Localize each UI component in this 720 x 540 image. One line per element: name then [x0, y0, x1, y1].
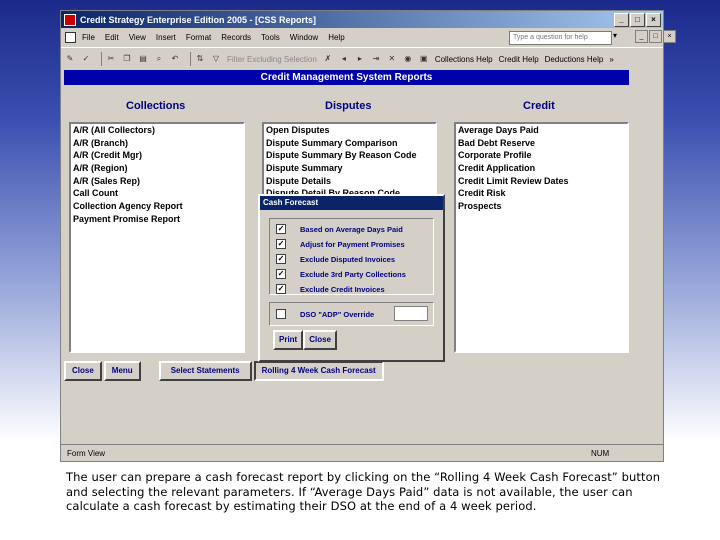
disputes-heading: Disputes [325, 100, 372, 112]
status-bar [61, 444, 663, 462]
menu-file[interactable]: File [82, 33, 95, 42]
option-payment-promises[interactable] [276, 239, 405, 249]
list-item[interactable]: A/R (Region) [73, 163, 128, 174]
maximize-button[interactable]: □ [630, 13, 645, 27]
checkbox[interactable]: ✓ [277, 254, 285, 263]
paste-icon[interactable]: ▤ [139, 54, 147, 63]
close-button[interactable]: Close [64, 361, 102, 381]
list-item[interactable]: Open Disputes [266, 125, 330, 135]
doc-close-button[interactable]: × [663, 30, 676, 43]
last-record-icon[interactable]: ⇥ [372, 54, 380, 63]
option-disputed-invoices[interactable] [276, 254, 395, 264]
database-icon[interactable]: ◉ [404, 54, 412, 63]
caption-text: The user can prepare a cash forecast report by clicking on the “Rolling 4 Week Cash Forecast” button and selecting the relevant parameters. If “Average Days Paid” data is not available, the user can calculate a cash forecast by estimating their DSO at the end of a 4 week period. [66, 470, 661, 513]
checkbox[interactable]: ✓ [277, 224, 285, 233]
collections-list[interactable] [69, 122, 245, 353]
document-icon[interactable] [65, 32, 76, 43]
menu-records[interactable]: Records [221, 33, 252, 42]
dso-override-group [269, 302, 434, 326]
option-dso-override[interactable] [276, 309, 374, 319]
checkbox[interactable]: ✓ [277, 284, 285, 293]
menu-button[interactable]: Menu [104, 361, 141, 381]
option-3rd-party-collections[interactable] [276, 269, 406, 279]
dso-value-input[interactable] [394, 306, 428, 321]
app-icon [64, 14, 76, 26]
list-item[interactable]: Credit Limit Review Dates [458, 175, 569, 186]
title-bar [61, 11, 663, 28]
collections-heading: Collections [126, 100, 186, 112]
credit-heading: Credit [523, 100, 555, 112]
checkbox[interactable]: ✓ [277, 239, 285, 248]
option-label: Adjust for Payment Promises [300, 239, 405, 249]
window-title: Credit Strategy Enterprise Edition 2005 - [CSS Reports] [80, 14, 317, 25]
option-label: Based on Average Days Paid [300, 224, 403, 234]
status-view-mode: Form View [67, 449, 106, 458]
spelling-icon[interactable]: ✓ [82, 54, 90, 63]
delete-record-icon[interactable]: ✕ [388, 54, 396, 63]
menu-window[interactable]: Window [289, 33, 319, 42]
dialog-buttons [273, 330, 337, 350]
list-item[interactable]: A/R (All Collectors) [73, 125, 156, 135]
doc-minimize-button[interactable]: _ [635, 30, 648, 43]
toolbar-separator [101, 52, 102, 66]
select-statements-button[interactable]: Select Statements [159, 361, 252, 381]
filter-excluding-selection-button[interactable]: Filter Excluding Selection [227, 54, 317, 64]
list-item[interactable]: Prospects [458, 201, 502, 212]
toolbar-overflow-icon[interactable]: » [609, 54, 614, 64]
list-item[interactable]: Call Count [73, 188, 118, 199]
status-num-lock: NUM [591, 449, 610, 458]
list-item[interactable]: A/R (Sales Rep) [73, 175, 141, 186]
apply-filter-icon[interactable]: ✗ [324, 54, 332, 63]
print-button[interactable]: Print [273, 330, 303, 350]
sort-ascending-icon[interactable]: ⇅ [196, 54, 204, 63]
filter-icon[interactable]: ▽ [212, 54, 220, 63]
list-item[interactable]: Credit Application [458, 163, 536, 174]
toolbar-separator [190, 52, 191, 66]
checkbox[interactable] [276, 309, 286, 319]
dialog-close-button[interactable]: Close [303, 330, 337, 350]
collections-help-menu[interactable]: Collections Help [434, 54, 493, 64]
list-item[interactable]: Dispute Summary [266, 163, 343, 174]
option-average-days-paid[interactable] [276, 224, 403, 234]
rolling-cash-forecast-button[interactable]: Rolling 4 Week Cash Forecast [254, 361, 384, 381]
menu-bar [61, 28, 672, 48]
list-item[interactable]: Dispute Summary By Reason Code [266, 150, 417, 161]
option-label: Exclude Credit Invoices [300, 284, 385, 294]
deductions-help-menu[interactable]: Deductions Help [544, 54, 604, 64]
list-item[interactable]: Collection Agency Report [73, 201, 183, 212]
menu-edit[interactable]: Edit [104, 33, 119, 42]
list-item[interactable]: A/R (Branch) [73, 137, 129, 148]
undo-icon[interactable]: ↶ [171, 54, 179, 63]
list-item[interactable]: Credit Risk [458, 188, 506, 199]
list-item[interactable]: Payment Promise Report [73, 213, 181, 224]
minimize-button[interactable]: _ [614, 13, 629, 27]
document-controls [635, 30, 676, 43]
option-label: Exclude 3rd Party Collections [300, 269, 406, 279]
list-item[interactable]: Corporate Profile [458, 150, 532, 161]
list-item[interactable]: Average Days Paid [458, 125, 539, 135]
menu-view[interactable]: View [128, 33, 146, 42]
list-item[interactable]: Dispute Summary Comparison [266, 137, 398, 148]
list-item[interactable]: A/R (Credit Mgr) [73, 150, 142, 161]
next-record-icon[interactable]: ▸ [357, 54, 362, 63]
form-title: Credit Management System Reports [64, 70, 629, 85]
list-item[interactable]: Bad Debt Reserve [458, 137, 536, 148]
credit-help-menu[interactable]: Credit Help [498, 54, 539, 64]
chevron-down-icon[interactable]: ▾ [613, 31, 618, 40]
close-window-button[interactable]: × [646, 13, 661, 27]
checkbox[interactable]: ✓ [277, 269, 285, 278]
list-item[interactable]: Dispute Details [266, 175, 332, 186]
menu-insert[interactable]: Insert [155, 33, 176, 42]
previous-record-icon[interactable]: ◂ [341, 54, 346, 63]
cash-forecast-dialog [258, 194, 445, 362]
menu-format[interactable]: Format [185, 33, 212, 42]
copy-icon[interactable]: ❐ [123, 54, 131, 63]
help-search-input[interactable]: Type a question for help [509, 31, 612, 45]
option-label: Exclude Disputed Invoices [300, 254, 396, 264]
forecast-options-group [269, 218, 434, 295]
option-label: DSO "ADP" Override [300, 309, 375, 319]
doc-restore-button[interactable]: □ [649, 30, 662, 43]
folder-icon[interactable]: ▣ [420, 54, 428, 63]
design-view-icon[interactable]: ✎ [66, 54, 74, 63]
dialog-title: Cash Forecast [260, 196, 443, 210]
window-controls [614, 13, 661, 27]
menu-tools[interactable]: Tools [261, 33, 280, 42]
option-credit-invoices[interactable] [276, 284, 385, 294]
credit-list[interactable] [454, 122, 629, 353]
find-icon[interactable]: ⌕ [156, 54, 162, 63]
menu-help[interactable]: Help [328, 33, 345, 42]
toolbar [61, 48, 663, 71]
cut-icon[interactable]: ✂ [107, 54, 115, 63]
form-button-bar [64, 361, 386, 381]
